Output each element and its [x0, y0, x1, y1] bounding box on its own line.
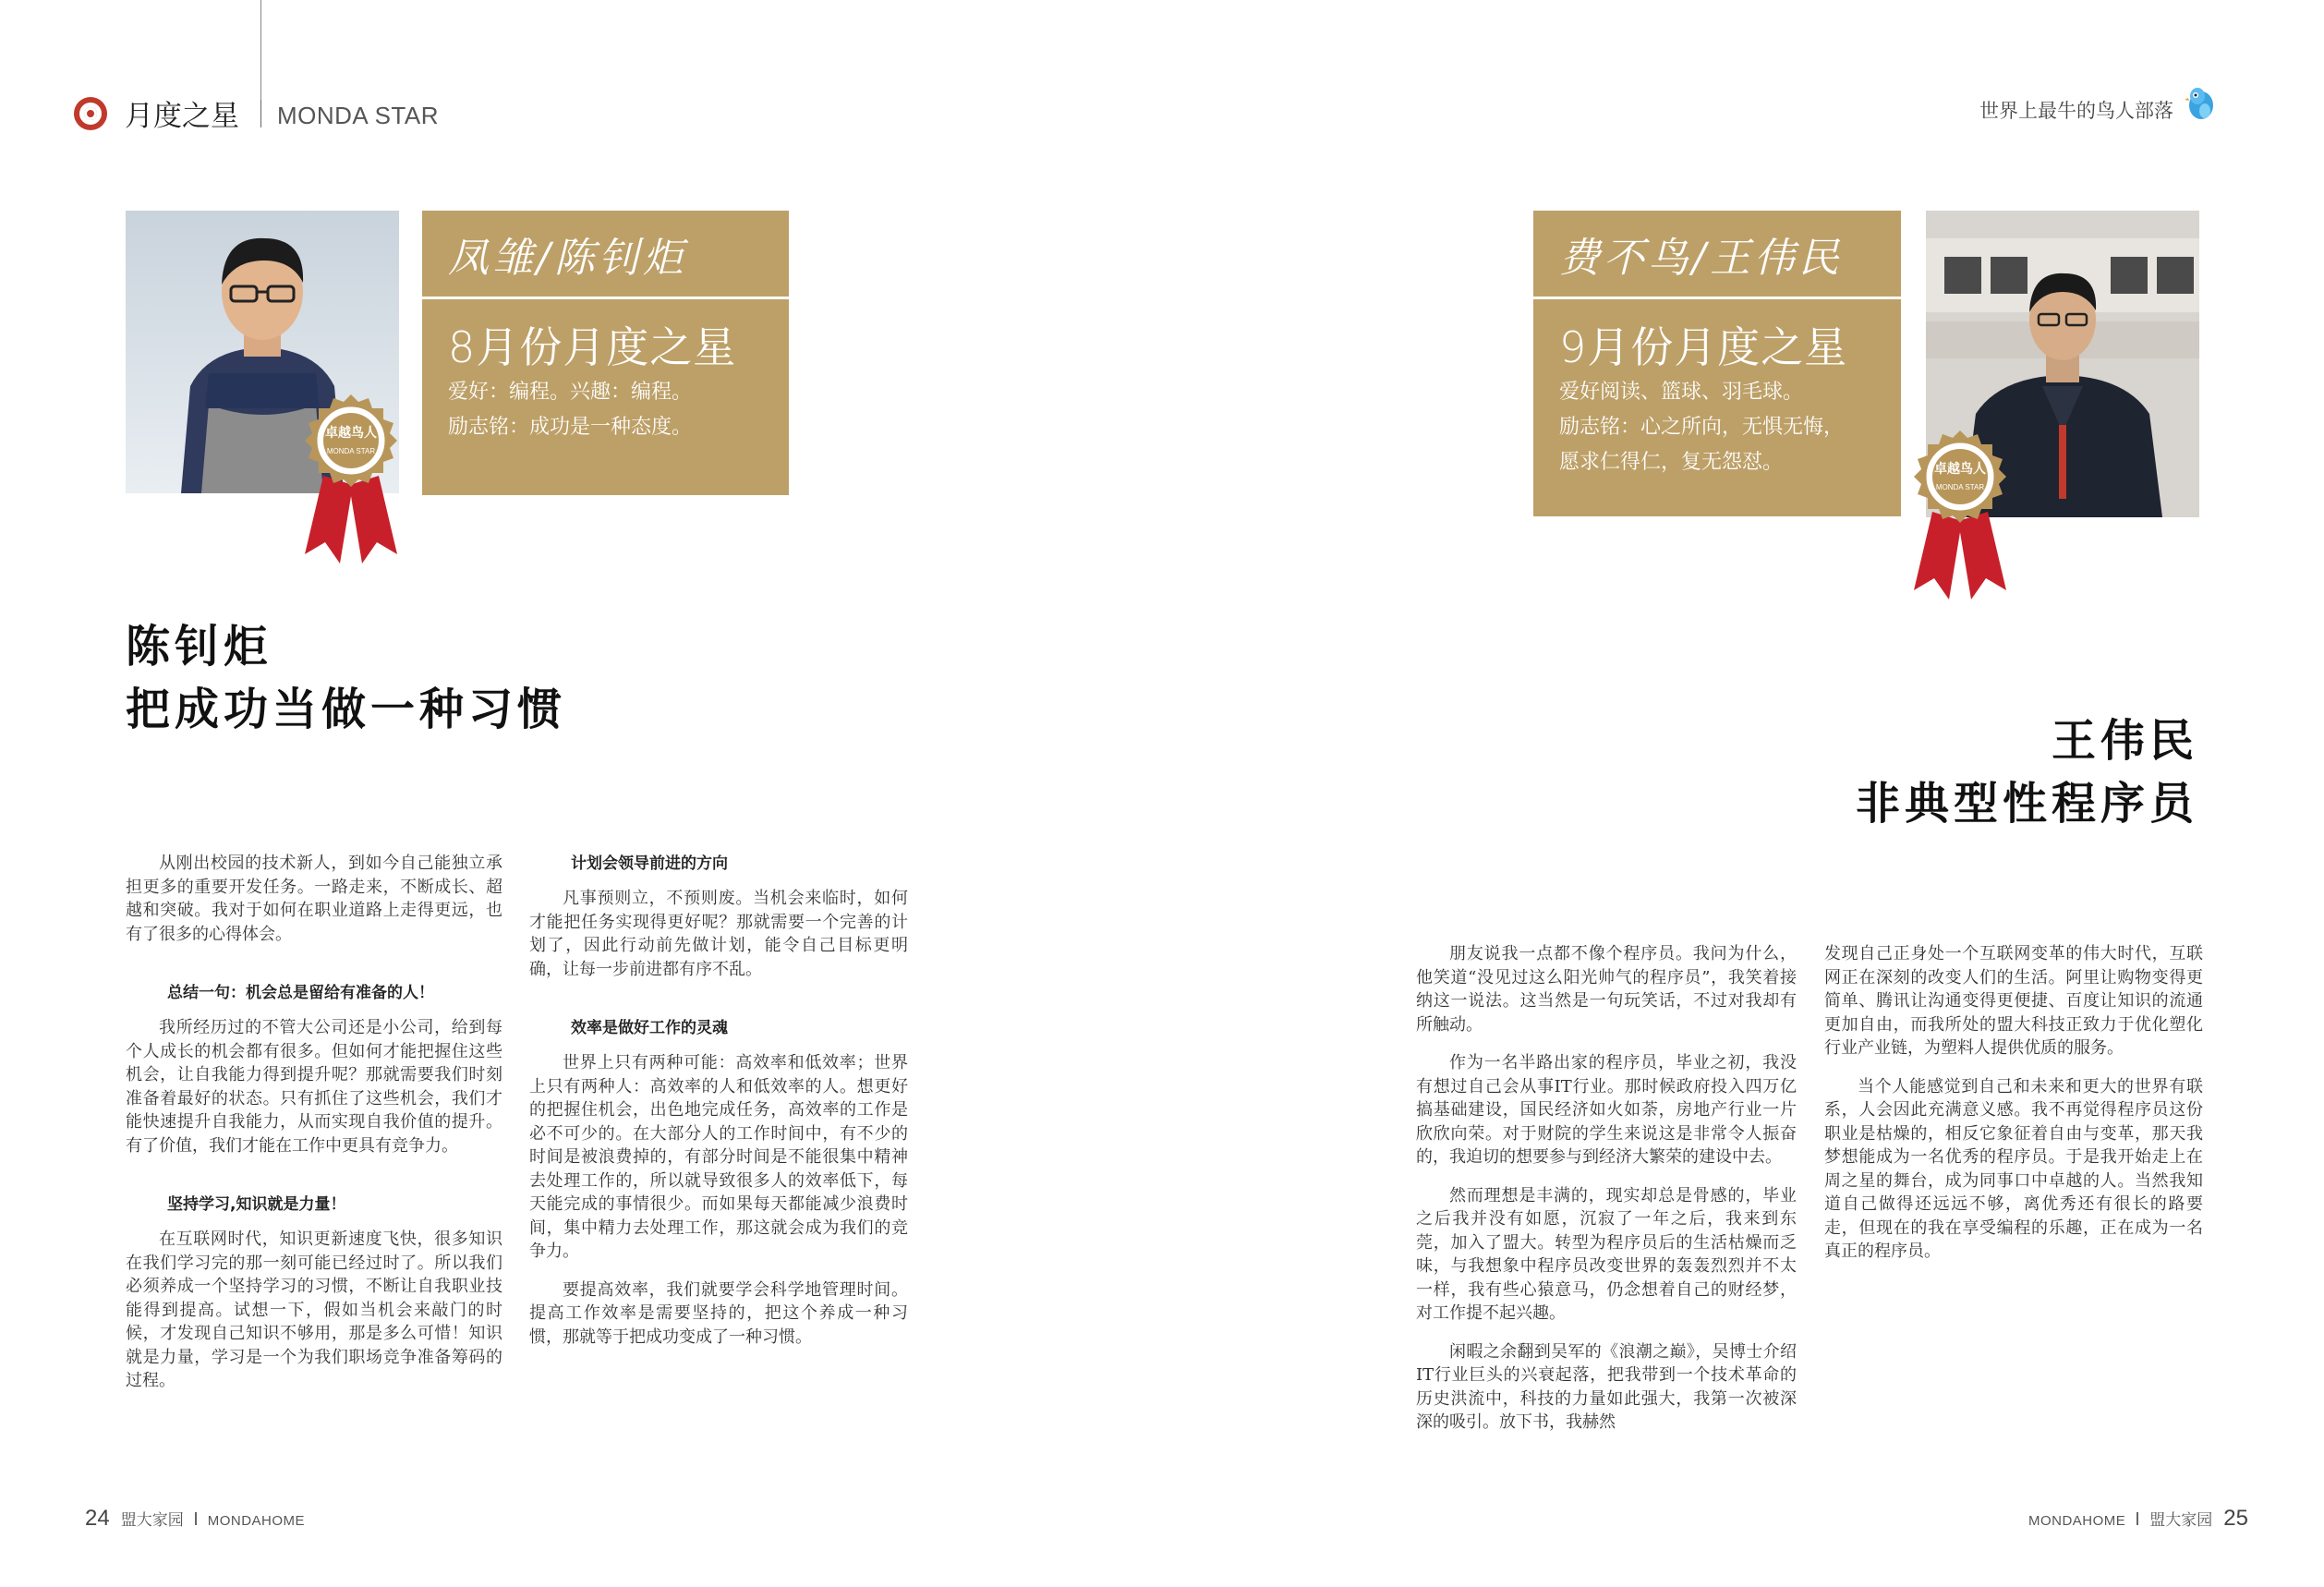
page-number: 25 — [2223, 1506, 2248, 1531]
paragraph: 作为一名半路出家的程序员，毕业之初，我没有想过自己会从事IT行业。那时候政府投入四万亿搞基础建设，国民经济如火如荼，房地产行业一片欣欣向荣。对于财院的学生来说这是非常令人振奋的，我迫切的想要参与到经济大繁荣的建设中去。 — [1416, 1053, 1797, 1167]
medal-badge-icon — [1905, 429, 2015, 604]
footer-divider — [2136, 1512, 2138, 1525]
medal-text-top: 卓越鸟人 — [1934, 462, 1986, 477]
card-name: 凤雏/陈钊炬 — [448, 234, 687, 282]
magazine-name: 盟大家园 — [120, 1511, 184, 1530]
star-card-august — [422, 211, 789, 495]
footer-left — [85, 1506, 305, 1532]
header-tagline: 世界上最牛的鸟人部落 — [1979, 100, 2173, 122]
logo-icon — [74, 97, 107, 130]
headline-name: 陈钊炬 — [126, 621, 273, 672]
paragraph: 凡事预则立，不预则废。当机会来临时，如何才能把任务实现得更好呢？那就需要一个完善的计划了，因此行动前先做计划，能令自己目标更明确，让每一步前进都有序不乱。 — [529, 889, 908, 979]
subheading: 坚持学习,知识就是力量！ — [167, 1195, 346, 1214]
card-hobby: 爱好：编程。兴趣：编程。 — [448, 381, 693, 404]
card-motto: 励志铭：成功是一种态度。 — [448, 416, 693, 439]
paragraph: 在互联网时代，知识更新速度飞快，很多知识在我们学习完的那一刻可能已经过时了。所以我们必须养成一个坚持学习的习惯，不断让自我职业技能得到提高。试想一下，假如当机会来敲门的时候，才发现自己知识不够用，那是多么可惜！知识就是力量，学习是一个为我们职场竞争准备筹码的过程。 — [126, 1230, 502, 1390]
bird-mascot-icon — [2185, 85, 2216, 122]
paragraph: 发现自己正身处一个互联网变革的伟大时代，互联网正在深刻的改变人们的生活。阿里让购物变得更简单、腾讯让沟通变得更便捷、百度让知识的流通更加自由，而我所处的盟大科技正致力于优化塑化行业产业链，为塑料人提供优质的服务。 — [1824, 944, 2203, 1058]
card-hobby: 爱好阅读、篮球、羽毛球。 — [1559, 381, 1804, 404]
medal-badge-icon — [296, 393, 406, 568]
subheading: 计划会领导前进的方向 — [571, 854, 728, 873]
medal-text-bottom: MONDA STAR — [326, 447, 376, 455]
subheading: 总结一句：机会总是留给有准备的人！ — [167, 984, 434, 1002]
headline-title: 非典型性程序员 — [1855, 778, 2198, 830]
card-body — [422, 297, 789, 495]
card-name: 费不鸟/王伟民 — [1559, 234, 1843, 282]
paragraph: 当个人能感觉到自己和未来和更大的世界有联系，人会因此充满意义感。我不再觉得程序员这份职业是枯燥的，相反它象征着自由与变革，那天我梦想能成为一名优秀的程序员。于是我开始走上在周之星的舞台，成为同事口中卓越的人。当然我知道自己做得还远远不够，离优秀还有很长的路要走，但现在的我在享受编程的乐趣，正在成为一名真正的程序员。 — [1824, 1076, 2203, 1261]
headline-title: 把成功当做一种习惯 — [126, 684, 567, 735]
article-column-3 — [1416, 942, 1797, 1435]
article-column-2 — [529, 852, 908, 1349]
paragraph: 闲暇之余翻到吴军的《浪潮之巅》，吴博士介绍IT行业巨头的兴衰起落，把我带到一个技术革命的历史洪流中，科技的力量如此强大，我第一次被深深的吸引。放下书，我赫然 — [1416, 1341, 1797, 1432]
paragraph: 要提高效率，我们就要学会科学地管理时间。提高工作效率是需要坚持的，把这个养成一种习惯，那就等于把成功变成了一种习惯。 — [529, 1279, 908, 1347]
card-month-title: 9月份月度之星 — [1559, 322, 1848, 372]
card-body — [1533, 297, 1901, 516]
magazine-name-en: MONDAHOME — [207, 1513, 306, 1529]
card-month-title: 8月份月度之星 — [448, 322, 737, 372]
paragraph: 我所经历过的不管大公司还是小公司，给到每个人成长的机会都有很多。但如何才能把握住这些机会，让自我能力得到提升呢？那就需要我们时刻准备着最好的状态。只有抓住了这些机会，我们才能快速提升自我能力，从而实现自我价值的提升。有了价值，我们才能在工作中更具有竞争力。 — [126, 1018, 502, 1156]
page-number: 24 — [85, 1506, 110, 1531]
magazine-name: 盟大家园 — [2149, 1511, 2213, 1530]
headline-right — [1856, 709, 2198, 835]
footer-right — [2028, 1506, 2248, 1532]
star-card-september — [1533, 211, 1901, 516]
headline-left — [126, 615, 566, 741]
magazine-name-en: MONDAHOME — [2027, 1513, 2126, 1529]
article-column-4 — [1824, 942, 2203, 1264]
medal-text-bottom: MONDA STAR — [1935, 483, 1985, 491]
paragraph: 然而理想是丰满的，现实却总是骨感的，毕业之后我并没有如愿，沉寂了一年之后，我来到东莞，加入了盟大。转型为程序员后的生活枯燥而乏味，与我想象中程序员改变世界的轰轰烈烈并不太一样，我有些心猿意马，仍念想着自己的财经梦，对工作提不起兴趣。 — [1416, 1185, 1797, 1323]
paragraph: 世界上只有两种可能：高效率和低效率；世界上只有两种人：高效率的人和低效率的人。想更好的把握住机会，出色地完成任务，高效率的工作是必不可少的。在大部分人的工作时间中，有不少的时间是被浪费掉的，有部分时间是不能很集中精神去处理工作的，所以就导致很多人的效率低下，每天能完成的事情很少。而如果每天都能减少浪费时间，集中精力去处理工作，那这就会成为我们的竞争力。 — [529, 1053, 908, 1261]
section-title: 月度之星 — [125, 100, 239, 133]
headline-name: 王伟民 — [2051, 715, 2198, 767]
paragraph: 从刚出校园的技术新人，到如今自己能独立承担更多的重要开发任务。一路走来，不断成长、超越和突破。我对于如何在职业道路上走得更远，也有了很多的心得体会。 — [126, 854, 502, 944]
header-divider — [260, 100, 261, 127]
footer-divider — [195, 1512, 197, 1525]
subheading: 效率是做好工作的灵魂 — [571, 1019, 728, 1037]
article-column-1 — [126, 852, 502, 1393]
paragraph: 朋友说我一点都不像个程序员。我问为什么，他笑道“没见过这么阳光帅气的程序员”，我笑着接纳这一说法。这当然是一句玩笑话，不过对我却有所触动。 — [1416, 944, 1797, 1035]
medal-text-top: 卓越鸟人 — [325, 426, 377, 441]
section-subtitle: MONDA STAR — [277, 102, 439, 129]
card-motto: 励志铭：心之所向，无惧无悔， — [1559, 416, 1845, 439]
card-motto-cont: 愿求仁得仁，复无怨怼。 — [1559, 451, 1784, 474]
